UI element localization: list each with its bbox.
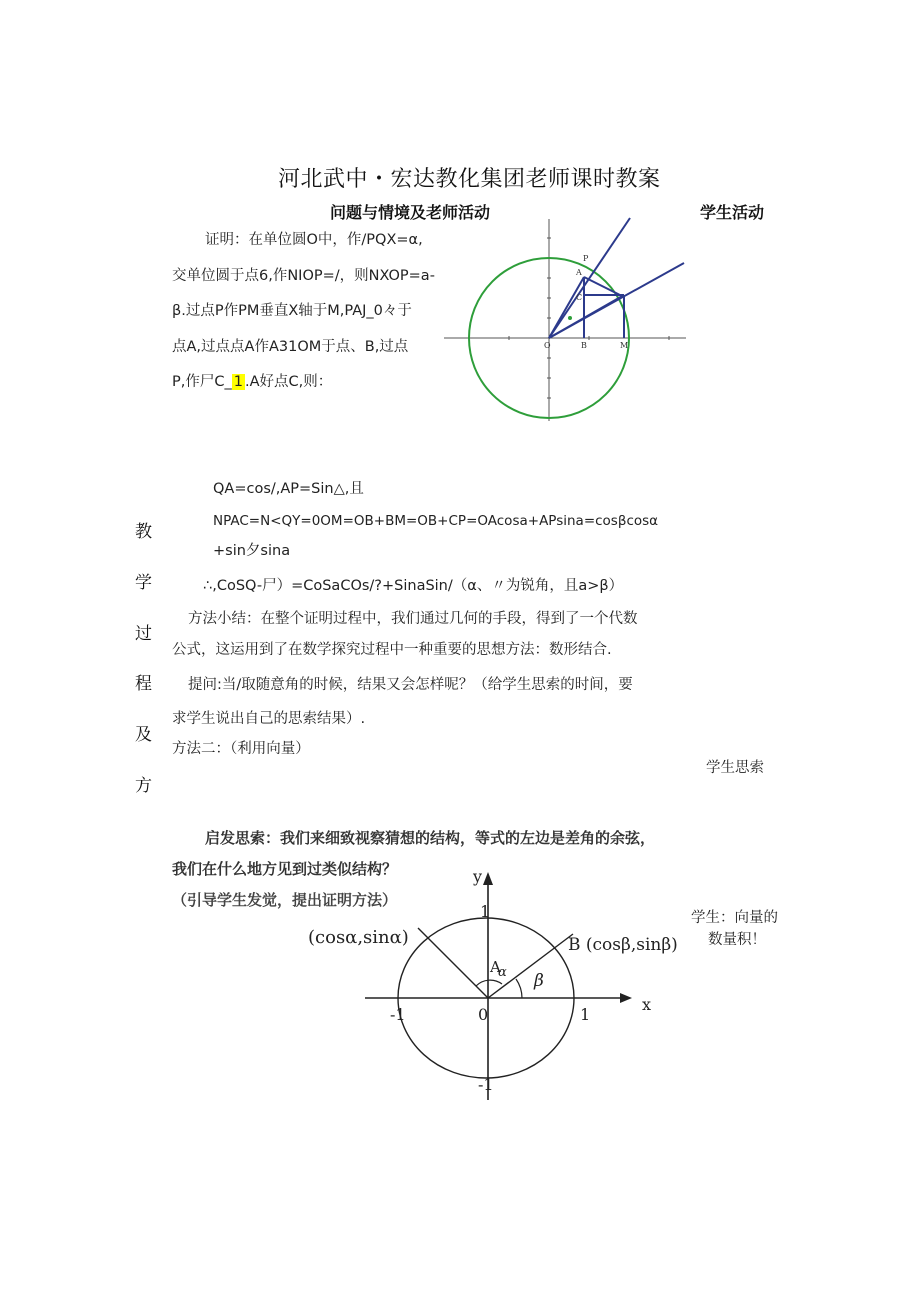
fig1-angle-dot: [568, 316, 572, 320]
side-char-6: 方: [135, 776, 152, 796]
header-student-activity: 学生活动: [700, 203, 765, 222]
proof-line-5-b: .A好点C,则：: [244, 374, 333, 390]
side-char-3: 过: [135, 624, 152, 644]
fig1-label-c: C: [576, 293, 583, 302]
proof-line-5-a: P,作尸C_: [172, 374, 232, 390]
eq-line-3: +sin夕sina: [213, 543, 291, 559]
vector-circle-figure: [290, 860, 690, 1120]
proof-line-4: 点A,过点点A作A31OM于点、B,过点: [172, 339, 409, 355]
question-line-1: 提问:当/取随意角的时候，结果又会怎样呢？（给学生思索的时间，要: [188, 677, 633, 693]
student-vector-line-1: 学生：向量的: [691, 910, 778, 926]
fig2-label-x: x: [642, 995, 652, 1014]
eq-line-1: QA=cos∕,AP=Sin△,且: [213, 481, 364, 497]
summary-line-2: 公式，这运用到了在数学探究过程中一种重要的思想方法：数形结合.: [172, 642, 612, 658]
hint-line-3: （引导学生发觉，提出证明方法）: [172, 891, 398, 909]
side-char-4: 程: [135, 674, 152, 694]
header-teacher-activity: 问题与情境及老师活动: [330, 203, 491, 222]
fig2-label-one-right: 1: [580, 1005, 591, 1024]
fig1-label-p: P: [583, 254, 589, 263]
fig1-label-o: O: [544, 341, 551, 350]
proof-line-5: [172, 374, 332, 391]
unit-circle-figure: [440, 215, 690, 425]
page-title: 河北武中・宏达教化集团老师课时教案: [278, 167, 661, 192]
fig2-alpha: α: [498, 965, 507, 980]
fig2-y-arrow: [483, 872, 493, 885]
hint-line-2: 我们在什么地方见到过类似结构？: [172, 860, 398, 878]
fig1-ray-op: [549, 218, 630, 338]
fig1-label-m: M: [620, 341, 629, 350]
highlight-mark: 1: [233, 374, 243, 390]
fig1-label-b: B: [581, 341, 587, 350]
fig2-x-arrow: [620, 993, 632, 1003]
eq-line-2: NPAC=N<QY=0OM=OB+BM=OB+CP=OAcosa+APsina=cosβcosα: [213, 513, 659, 529]
fig2-vector-oa: [418, 928, 488, 998]
fig1-label-a: A: [576, 268, 582, 277]
fig2-label-neg-one-left: -1: [390, 1005, 406, 1024]
side-char-5: 及: [135, 725, 152, 745]
proof-line-1: 证明：在单位圆O中，作/PQX=α,: [205, 232, 423, 248]
side-char-2: 学: [135, 573, 152, 593]
proof-line-3: β.过点P作PM垂直X轴于M,PAJ_0々于: [172, 303, 412, 319]
fig2-arc-beta: [516, 979, 522, 998]
fig2-point-a-coord: (cosα,sinα): [308, 927, 409, 948]
summary-line-1: 方法小结：在整个证明过程中，我们通过几何的手段，得到了一个代数: [188, 611, 638, 627]
fig2-label-y: y: [473, 867, 483, 886]
fig2-beta: β: [534, 971, 544, 991]
fig2-label-a: A: [490, 958, 501, 976]
proof-line-2: 交单位圆于点6,作NIOP=/，则NXOP=a-: [172, 268, 435, 284]
fig2-label-neg-one-bottom: -1: [478, 1075, 494, 1094]
student-vector-line-2: 数量积！: [708, 932, 766, 948]
eq-line-4: ∴,CoSQ-尸）=CoSaCOs/?+SinaSin/（α、〃为锐角，且a>β）: [203, 578, 624, 594]
fig2-point-b: B (cosβ,sinβ): [568, 935, 678, 955]
student-think: 学生思索: [706, 760, 764, 776]
question-line-2: 求学生说出自己的思索结果）.: [172, 711, 366, 727]
side-char-1: 教: [135, 522, 152, 542]
fig2-label-origin: 0: [478, 1005, 489, 1024]
method-two-heading: 方法二：（利用向量）: [172, 741, 310, 757]
fig1-segment-pa: [584, 277, 620, 295]
fig2-label-one-top: 1: [480, 902, 491, 921]
fig2-arc-alpha: [476, 980, 502, 986]
hint-line-1: 启发思索：我们来细致视察猜想的结构，等式的左边是差角的余弦，: [205, 829, 656, 847]
